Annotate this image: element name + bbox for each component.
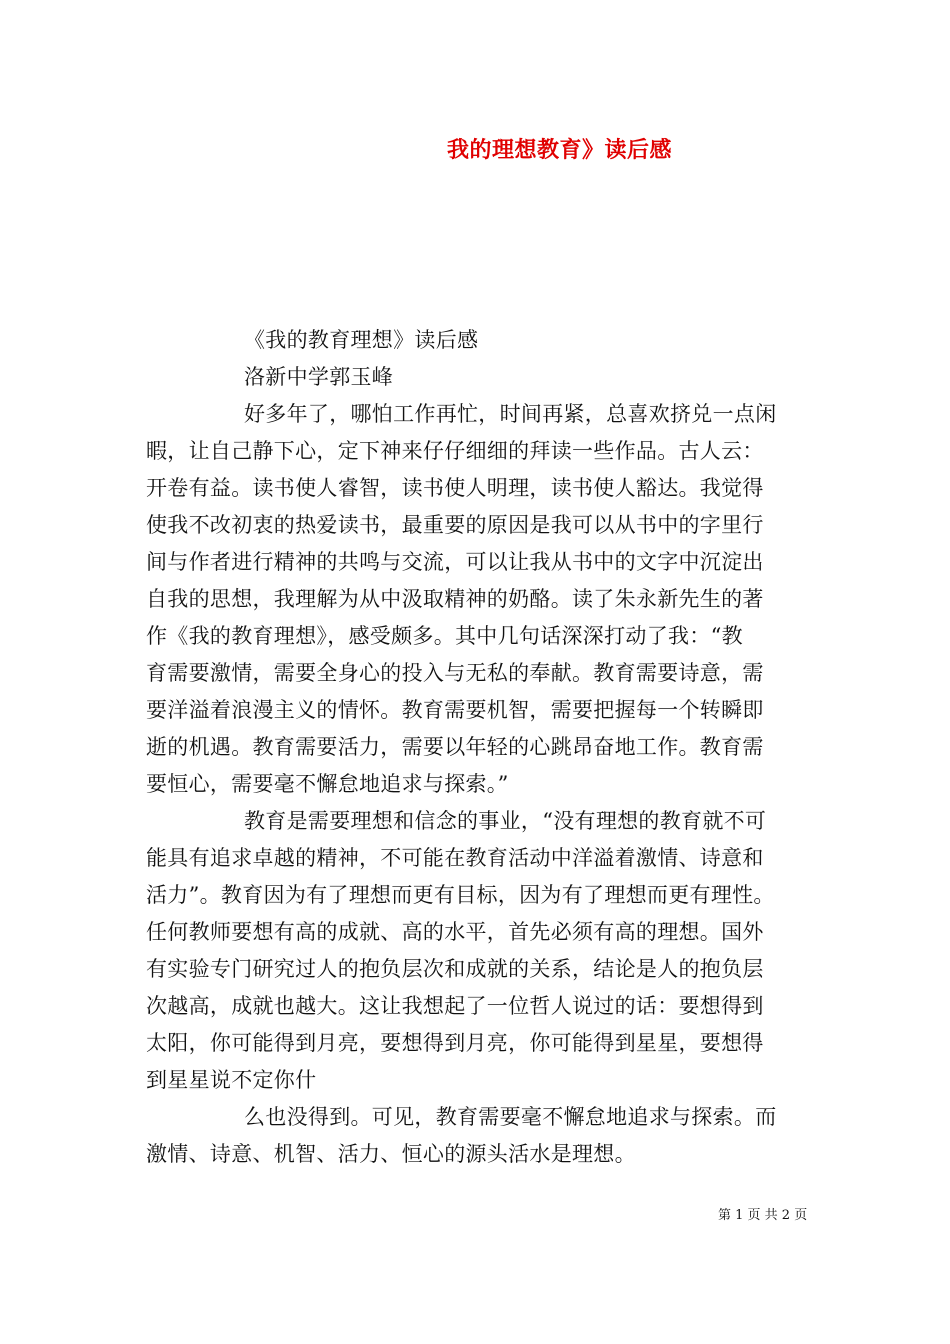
body-line: 能具有追求卓越的精神，不可能在教育活动中洋溢着激情、诗意和 xyxy=(146,846,764,870)
body-line: 作《我的教育理想》，感受颇多。其中几句话深深打动了我：“教 xyxy=(146,624,743,648)
body-line: 使我不改初衷的热爱读书，最重要的原因是我可以从书中的字里行 xyxy=(146,513,764,537)
body-line: 育需要激情，需要全身心的投入与无私的奉献。教育需要诗意，需 xyxy=(146,661,764,685)
body-line: 活力”。教育因为有了理想而更有目标，因为有了理想而更有理性。 xyxy=(146,883,775,907)
body-line: 自我的思想，我理解为从中汲取精神的奶酪。读了朱永新先生的著 xyxy=(146,587,764,611)
body-line: 洛新中学郭玉峰 xyxy=(244,365,394,389)
page-number: 第 1 页 共 2 页 xyxy=(718,1208,808,1223)
body-line: 暇，让自己静下心，定下神来仔仔细细的拜读一些作品。古人云： xyxy=(146,439,764,463)
body-line: 开卷有益。读书使人睿智，读书使人明理，读书使人豁达。我觉得 xyxy=(146,476,764,500)
document-body xyxy=(146,322,818,1173)
body-line: 《我的教育理想》读后感 xyxy=(244,328,479,352)
document-title: 我的理想教育》读后感 xyxy=(447,137,673,163)
body-line: 次越高，成就也越大。这让我想起了一位哲人说过的话：要想得到 xyxy=(146,994,764,1018)
body-line: 要洋溢着浪漫主义的情怀。教育需要机智，需要把握每一个转瞬即 xyxy=(146,698,764,722)
body-line: 间与作者进行精神的共鸣与交流，可以让我从书中的文字中沉淀出 xyxy=(146,550,764,574)
body-line: 教育是需要理想和信念的事业，“没有理想的教育就不可 xyxy=(244,809,767,833)
body-line: 太阳，你可能得到月亮，要想得到月亮，你可能得到星星，要想得 xyxy=(146,1031,764,1055)
body-line: 么也没得到。可见，教育需要毫不懈怠地追求与探索。而 xyxy=(244,1105,777,1129)
body-line: 好多年了，哪怕工作再忙，时间再紧，总喜欢挤兑一点闲 xyxy=(244,402,777,426)
body-line: 要恒心，需要毫不懈怠地追求与探索。” xyxy=(146,772,509,796)
body-line: 激情、诗意、机智、活力、恒心的源头活水是理想。 xyxy=(146,1142,636,1166)
body-line: 有实验专门研究过人的抱负层次和成就的关系，结论是人的抱负层 xyxy=(146,957,764,981)
body-line: 任何教师要想有高的成就、高的水平，首先必须有高的理想。国外 xyxy=(146,920,764,944)
body-line: 逝的机遇。教育需要活力，需要以年轻的心跳昂奋地工作。教育需 xyxy=(146,735,764,759)
body-line: 到星星说不定你什 xyxy=(146,1068,317,1092)
